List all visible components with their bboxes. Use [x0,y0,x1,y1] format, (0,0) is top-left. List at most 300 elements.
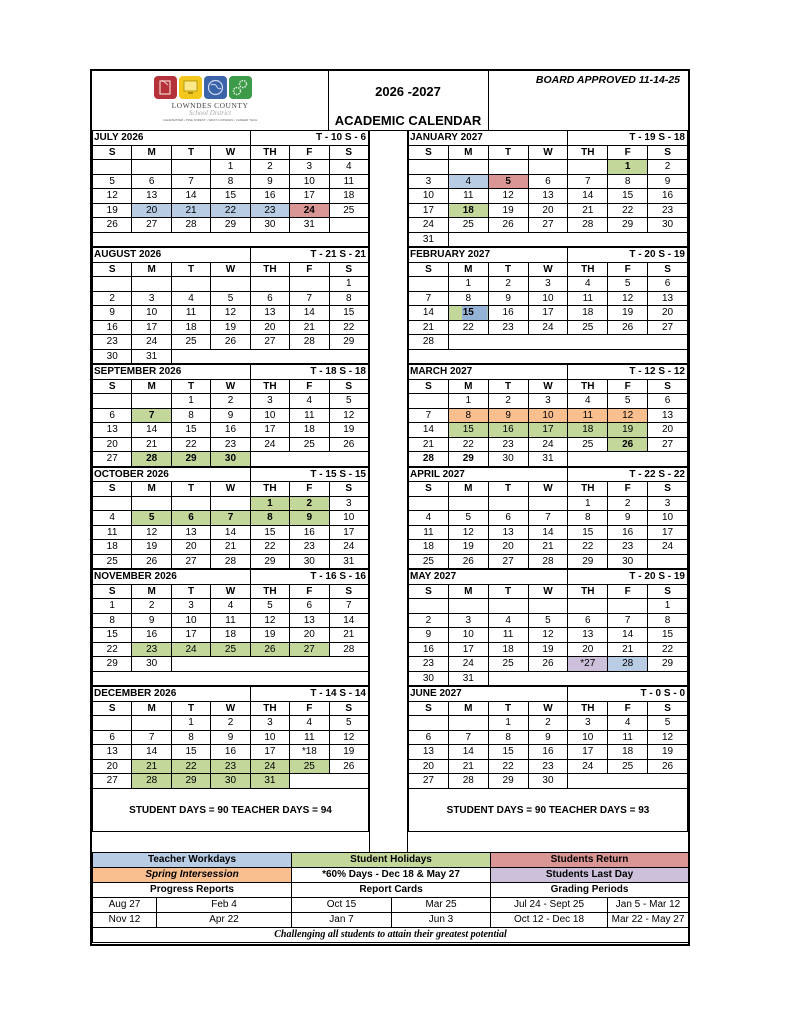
day-cell: 1 [250,496,289,511]
day-cell: 23 [608,540,648,555]
day-cell: 21 [448,759,488,774]
weekday-header: F [608,262,648,277]
day-cell: 9 [93,306,132,321]
day-counts: T - 16 S - 16 [250,570,368,585]
day-cell: 19 [132,540,171,555]
weekday-header: S [648,145,688,160]
day-cell: 29 [93,657,132,672]
day-cell: 19 [250,628,289,643]
week-row [409,628,688,643]
day-cell: 4 [93,511,132,526]
day-cell: 3 [250,716,289,731]
day-cell: 25 [290,759,329,774]
day-cell: 8 [250,511,289,526]
month-aug [92,247,369,364]
day-cell: 2 [290,496,329,511]
day-cell: 1 [568,496,608,511]
weekday-header-row [93,584,369,599]
month-apr [408,467,688,570]
day-cell: 22 [608,203,648,218]
day-cell: 1 [448,277,488,292]
empty-cell [568,452,688,467]
week-row [409,525,688,540]
day-cell: 27 [93,452,132,467]
day-cell: 18 [568,423,608,438]
day-cell: 19 [448,540,488,555]
day-cell: 6 [250,291,289,306]
week-row [93,218,369,233]
day-cell: 16 [488,423,528,438]
day-cell: 23 [528,759,568,774]
empty-cell [448,716,488,731]
weekday-header: S [93,379,132,394]
weekday-header: TH [250,584,289,599]
day-cell: 14 [448,745,488,760]
month-table [408,364,688,467]
board-approved-note: BOARD APPROVED 11-14-25 [535,74,680,86]
day-cell: 20 [132,203,171,218]
day-counts: T - 12 S - 12 [568,365,688,380]
day-cell: 15 [568,525,608,540]
day-cell: 17 [568,745,608,760]
day-cell: 14 [409,306,449,321]
day-cell: 24 [409,218,449,233]
day-cell: 7 [132,408,171,423]
empty-cell [329,218,368,233]
weekday-header: TH [250,262,289,277]
day-cell: 10 [132,306,171,321]
day-cell: 5 [488,174,528,189]
day-cell: *27 [568,657,608,672]
weekday-header: W [528,262,568,277]
weekday-header: S [409,262,449,277]
day-cell: 10 [290,174,329,189]
weekday-header: T [488,482,528,497]
day-cell: 7 [528,511,568,526]
month-nov [92,569,369,686]
day-cell: 14 [171,189,210,204]
day-cell: 1 [171,394,210,409]
day-cell: 14 [211,525,250,540]
weekday-header: S [329,145,368,160]
weekday-header: TH [250,145,289,160]
day-cell: 14 [132,423,171,438]
day-cell: 5 [329,394,368,409]
weekday-header: S [329,482,368,497]
week-row [93,657,369,672]
day-cell: 5 [250,599,289,614]
day-cell: 15 [448,306,488,321]
month-jun [408,686,688,832]
weekday-header: T [171,262,210,277]
day-cell: 18 [409,540,449,555]
day-cell: 30 [648,218,688,233]
day-cell: 29 [171,774,210,789]
week-row [409,599,688,614]
weekday-header: M [132,584,171,599]
week-row [409,642,688,657]
day-cell: 4 [608,716,648,731]
empty-cell [528,160,568,175]
week-row [409,291,688,306]
day-cell: 1 [329,277,368,292]
empty-cell [93,394,132,409]
empty-cell [250,277,289,292]
day-cell: 17 [329,525,368,540]
weekday-header: T [171,584,210,599]
day-cell: 3 [329,496,368,511]
day-cell: 14 [132,745,171,760]
day-cell: 15 [250,525,289,540]
day-cell: 29 [329,335,368,350]
empty-cell [409,160,449,175]
month-table [408,686,688,789]
day-cell: 10 [528,408,568,423]
day-cell: 26 [448,554,488,569]
day-cell: 15 [171,745,210,760]
day-cell: 2 [93,291,132,306]
day-cell: 11 [171,306,210,321]
empty-cell [93,277,132,292]
day-cell: 18 [608,745,648,760]
week-row [93,394,369,409]
week-row [409,423,688,438]
day-cell: 7 [211,511,250,526]
weekday-header: F [290,145,329,160]
day-cell: 12 [608,408,648,423]
day-cell: 9 [488,408,528,423]
day-counts: T - 14 S - 14 [250,687,368,702]
blank-row [93,232,369,247]
day-cell: 13 [132,189,171,204]
week-row [409,189,688,204]
weekday-header: T [171,701,210,716]
week-row [409,554,688,569]
day-cell: 8 [171,408,210,423]
day-cell: 21 [608,642,648,657]
day-cell: 3 [171,599,210,614]
weekday-header: W [528,379,568,394]
week-row [93,437,369,452]
weekday-header: TH [568,145,608,160]
day-cell: 13 [648,408,688,423]
day-cell: 18 [568,306,608,321]
week-row [93,628,369,643]
month-table [92,467,369,570]
weekday-header-row [409,145,688,160]
day-cell: 30 [608,554,648,569]
day-cell: 12 [608,291,648,306]
day-cell: 13 [290,613,329,628]
day-cell: 28 [171,218,210,233]
day-cell: 19 [93,203,132,218]
day-cell: 30 [132,657,171,672]
day-cell: 29 [250,554,289,569]
empty-cell [171,277,210,292]
empty-cell [568,599,608,614]
week-row [93,452,369,467]
day-cell: 24 [171,642,210,657]
weekday-header-row [409,379,688,394]
day-cell: 16 [648,189,688,204]
week-row [409,335,688,350]
day-cell: 21 [528,540,568,555]
legend-spring-intersession: Spring Intersession [93,868,292,883]
legend [92,852,688,943]
empty-cell [488,671,687,686]
day-cell: 11 [290,730,329,745]
day-cell: 25 [608,759,648,774]
day-cell: 19 [608,306,648,321]
empty-cell [171,160,210,175]
day-cell: 17 [648,525,688,540]
day-cell: 18 [329,189,368,204]
day-cell: 16 [211,745,250,760]
weekday-header-row [93,379,369,394]
day-cell: 21 [132,759,171,774]
weekday-header: F [608,482,648,497]
day-cell: 28 [132,452,171,467]
day-cell: 9 [608,511,648,526]
day-cell: 10 [568,730,608,745]
week-row [93,642,369,657]
day-cell: 8 [568,511,608,526]
week-row [93,540,369,555]
day-cell: 22 [648,642,688,657]
day-counts: T - 20 S - 19 [568,570,688,585]
day-cell: 17 [528,423,568,438]
weekday-header: M [132,379,171,394]
weekday-header: S [409,701,449,716]
day-cell: 3 [290,160,329,175]
weekday-header: T [171,145,210,160]
day-cell: 9 [409,628,449,643]
day-cell: 23 [488,437,528,452]
day-cell: 28 [448,774,488,789]
weekday-header-row [93,262,369,277]
weekday-header: S [93,262,132,277]
day-cell: 29 [448,452,488,467]
day-cell: 27 [171,554,210,569]
spring-semester-column [408,130,688,832]
day-cell: 21 [568,203,608,218]
month-table [408,467,688,570]
day-cell: 21 [211,540,250,555]
day-cell: 8 [211,174,250,189]
weekday-header: T [488,145,528,160]
day-cell: 20 [528,203,568,218]
day-cell: 12 [648,730,688,745]
day-cell: 30 [290,554,329,569]
day-cell: 28 [409,335,449,350]
month-table [92,130,369,247]
day-cell: 16 [290,525,329,540]
empty-cell [93,160,132,175]
day-cell: 23 [250,203,289,218]
day-cell: 16 [211,423,250,438]
day-cell: 12 [448,525,488,540]
month-name: MARCH 2027 [409,365,568,380]
day-cell: 4 [448,174,488,189]
weekday-header: S [409,584,449,599]
weekday-header: S [329,584,368,599]
month-name: APRIL 2027 [409,467,568,482]
day-cell: 12 [488,189,528,204]
day-cell: 16 [528,745,568,760]
day-cell: 25 [329,203,368,218]
weekday-header: M [132,262,171,277]
week-row [93,745,369,760]
day-cell: 31 [290,218,329,233]
day-cell: 7 [608,613,648,628]
day-cell: 5 [211,291,250,306]
day-cell: 22 [250,540,289,555]
day-cell: 20 [171,540,210,555]
page-title: ACADEMIC CALENDAR [334,113,482,128]
logo-script: School District [188,109,232,117]
weekday-header: S [93,482,132,497]
day-cell: 22 [171,437,210,452]
day-cell: 20 [93,437,132,452]
legend-sixty-percent-days: *60% Days - Dec 18 & May 27 [292,868,491,883]
day-cell: 27 [93,774,132,789]
day-cell: 15 [211,189,250,204]
day-cell: 17 [132,320,171,335]
empty-cell [171,349,368,364]
day-cell: 30 [528,774,568,789]
day-cell: 28 [211,554,250,569]
weekday-header: T [171,379,210,394]
report-cards-heading: Report Cards [292,883,491,898]
weekday-header: W [211,584,250,599]
day-cell: 12 [93,189,132,204]
day-cell: 25 [290,437,329,452]
day-cell: 5 [448,511,488,526]
week-row [409,613,688,628]
day-cell: 20 [648,423,688,438]
day-cell: 21 [409,320,449,335]
day-cell: 30 [250,218,289,233]
week-row [93,496,369,511]
day-cell: 24 [648,540,688,555]
day-cell: 11 [211,613,250,628]
month-feb [408,247,688,364]
day-cell: 11 [568,291,608,306]
weekday-header: S [648,379,688,394]
day-cell: 26 [132,554,171,569]
week-row [409,320,688,335]
day-cell: 27 [528,218,568,233]
day-cell: 6 [648,277,688,292]
day-cell: 23 [290,540,329,555]
day-cell: 12 [250,613,289,628]
month-oct [92,467,369,570]
weekday-header: T [488,701,528,716]
week-row [93,759,369,774]
day-cell: 30 [488,452,528,467]
weekday-header: F [290,379,329,394]
weekday-header: F [608,379,648,394]
empty-cell [409,349,688,364]
day-cell: 16 [488,306,528,321]
day-cell: 8 [171,730,210,745]
week-row [409,174,688,189]
fall-semester-column [92,130,369,832]
day-cell: 31 [132,349,171,364]
month-name: OCTOBER 2026 [93,467,251,482]
day-cell: 27 [488,554,528,569]
day-cell: 2 [409,613,449,628]
day-cell: 31 [528,452,568,467]
weekday-header: W [211,145,250,160]
empty-cell [448,232,687,247]
day-cell: 6 [290,599,329,614]
empty-cell [528,599,568,614]
day-cell: 19 [329,745,368,760]
week-row [409,496,688,511]
day-cell: 12 [528,628,568,643]
day-cell: 9 [250,174,289,189]
day-cell: 29 [171,452,210,467]
day-cell: 5 [648,716,688,731]
weekday-header-row [409,262,688,277]
day-cell: 30 [211,774,250,789]
day-cell: 3 [528,277,568,292]
day-cell: 24 [250,759,289,774]
day-cell: 3 [132,291,171,306]
grading-period: Oct 12 - Dec 18 [491,913,608,928]
day-cell: 15 [329,306,368,321]
month-name: FEBRUARY 2027 [409,248,568,263]
day-cell: 16 [250,189,289,204]
approval-box [489,71,688,130]
day-cell: 30 [211,452,250,467]
day-cell: 31 [250,774,289,789]
day-cell: 7 [132,730,171,745]
day-cell: 29 [648,657,688,672]
day-cell: 25 [448,218,488,233]
day-cell: 13 [568,628,608,643]
weekday-header: S [648,482,688,497]
weekday-header: S [329,262,368,277]
empty-cell [648,554,688,569]
day-cell: 4 [488,613,528,628]
day-counts: T - 15 S - 15 [250,467,368,482]
week-row [409,437,688,452]
month-name: DECEMBER 2026 [93,687,251,702]
day-cell: 10 [409,189,449,204]
day-cell: 28 [528,554,568,569]
weekday-header: S [409,379,449,394]
day-cell: 10 [329,511,368,526]
weekday-header: M [448,701,488,716]
day-cell: 14 [290,306,329,321]
day-cell: 17 [250,745,289,760]
logo-icons [154,76,252,99]
day-cell: 27 [648,437,688,452]
day-cell: 2 [211,716,250,731]
weekday-header: S [93,584,132,599]
empty-cell [93,496,132,511]
day-cell: 21 [329,628,368,643]
week-row [93,174,369,189]
month-table [92,247,369,364]
empty-cell [568,774,688,789]
day-cell: 10 [528,291,568,306]
progress-report-date: Nov 12 [93,913,157,928]
day-cell: 3 [250,394,289,409]
day-cell: 7 [171,174,210,189]
